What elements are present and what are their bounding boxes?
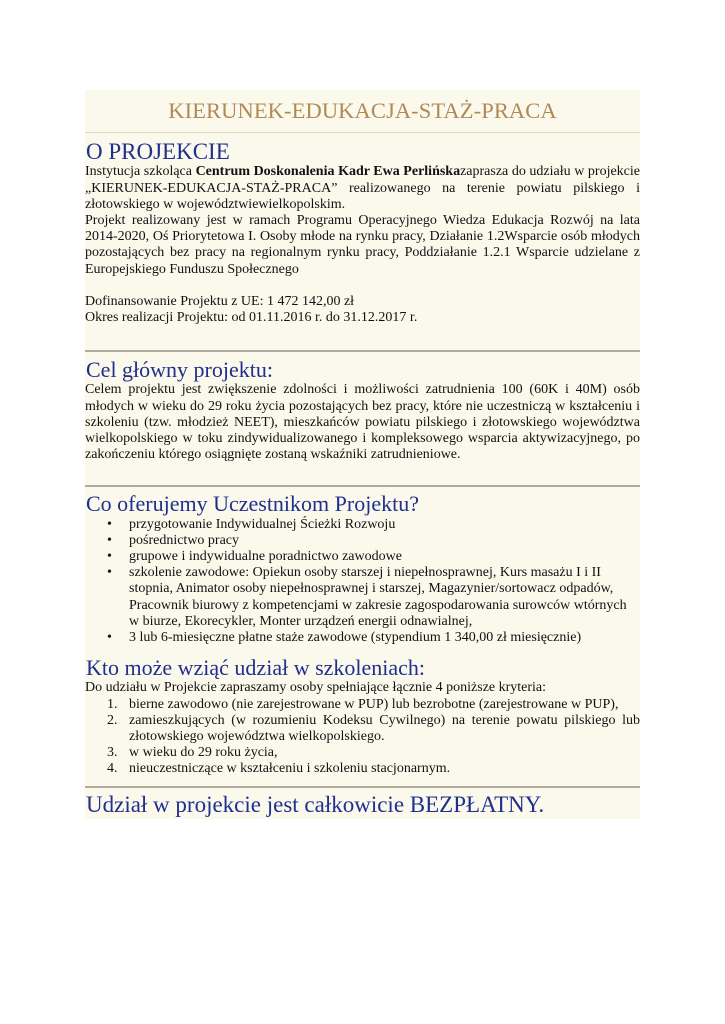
list-item xyxy=(129,761,640,777)
list-item: • grupowe i indywidualne poradnictwo zawodowe xyxy=(129,549,640,565)
goal-heading: Cel główny projektu: xyxy=(86,357,273,383)
criterion-text: w wieku do 29 roku życia, xyxy=(129,745,278,761)
who-intro: Do udziału w Projekcie zapraszamy osoby spełniające łącznie 4 poniższe kryteria: xyxy=(85,680,547,696)
list-item: • szkolenie zawodowe: Opiekun osoby starszej i niepełnosprawnej, Kurs masażu I i II stopnia, Animator osoby niepełnosprawnej i starszej, Magazynier/sortowacz odpadów, Pracownik biurowy z kompetencjami w zakresie zagospodarowania surowców wtórnych w biurze, Ekorecykler, Monter urządzeń energii odnawialnej, xyxy=(129,565,640,630)
document-title: KIERUNEK-EDUKACJA-STAŻ-PRACA xyxy=(168,98,557,123)
offer-list xyxy=(85,517,640,647)
about-intro-post: zaprasza do udziału w projekcie „KIERUNEK-EDUKACJA-STAŻ-PRACA” realizowanego na terenie powiatu pilskiego i złotowskiego w województwiewielkopolskim. xyxy=(85,164,640,212)
list-item xyxy=(129,713,640,745)
about-intro xyxy=(85,164,640,213)
section-footer xyxy=(85,788,640,819)
title-bar xyxy=(85,90,640,133)
criterion-text: bierne zawodowo (nie zarejestrowane w PUP) lub bezrobotne (zarejestrowane w PUP), xyxy=(129,696,619,712)
about-heading: O PROJEKCIE xyxy=(86,139,230,164)
list-item xyxy=(129,745,640,761)
list-item: • przygotowanie Indywidualnej Ścieżki Rozwoju xyxy=(129,517,640,533)
section-goal xyxy=(85,352,640,487)
document-body xyxy=(85,90,640,819)
criteria-list xyxy=(85,697,640,778)
organizer-name: Centrum Doskonalenia Kadr Ewa Perlińska xyxy=(195,164,461,180)
about-funding: Dofinansowanie Projektu z UE: 1 472 142,00 zł xyxy=(85,293,355,309)
about-intro-pre: Instytucja szkoląca xyxy=(85,164,196,180)
criterion-text: zamieszkujących (w rozumieniu Kodeksu Cywilnego) na terenie powatu pilskiego lub złotowskiego województwa wielkopolskiego. xyxy=(129,712,640,744)
goal-text: Celem projektu jest zwiększenie zdolności i możliwości zatrudnienia 100 (60K i 40M) osób młodych w wieku do 29 roku życia pozostających bez pracy, które nie uczestniczą w kształceniu i szkoleniu (tzw. młodzież NEET), mieszkańców powiatu pilskiego i złotowskiego województwa wielkopolskiego w toku zindywidualizowanego i kompleksowego wsparcia aktywizacyjnego, po zakończeniu którego osiągnięte zostaną wskaźniki zatrudnieniowe. xyxy=(85,382,640,463)
list-item: • 3 lub 6-miesięczne płatne staże zawodowe (stypendium 1 340,00 zł miesięcznie) xyxy=(129,630,640,646)
section-offer xyxy=(85,487,640,656)
section-about xyxy=(85,139,640,352)
criterion-text: nieuczestniczące w kształceniu i szkoleniu stacjonarnym. xyxy=(129,761,451,777)
free-participation-statement: Udział w projekcie jest całkowicie BEZPŁATNY. xyxy=(86,791,545,817)
who-heading: Kto może wziąć udział w szkoleniach: xyxy=(86,655,426,681)
list-item xyxy=(129,697,640,713)
section-who xyxy=(85,656,640,787)
list-item: • pośrednictwo pracy xyxy=(129,533,640,549)
about-period: Okres realizacji Projektu: od 01.11.2016 r. do 31.12.2017 r. xyxy=(85,309,418,325)
about-program: Projekt realizowany jest w ramach Programu Operacyjnego Wiedza Edukacja Rozwój na lata 2014-2020, Oś Priorytetowa I. Osoby młode na rynku pracy, Działanie 1.2Wsparcie osób młodych pozostających bez pracy na regionalnym rynku pracy, Poddziałanie 1.2.1 Wsparcie udzielane z Europejskiego Funduszu Społecznego xyxy=(85,212,640,277)
offer-heading: Co oferujemy Uczestnikom Projektu? xyxy=(86,491,419,517)
